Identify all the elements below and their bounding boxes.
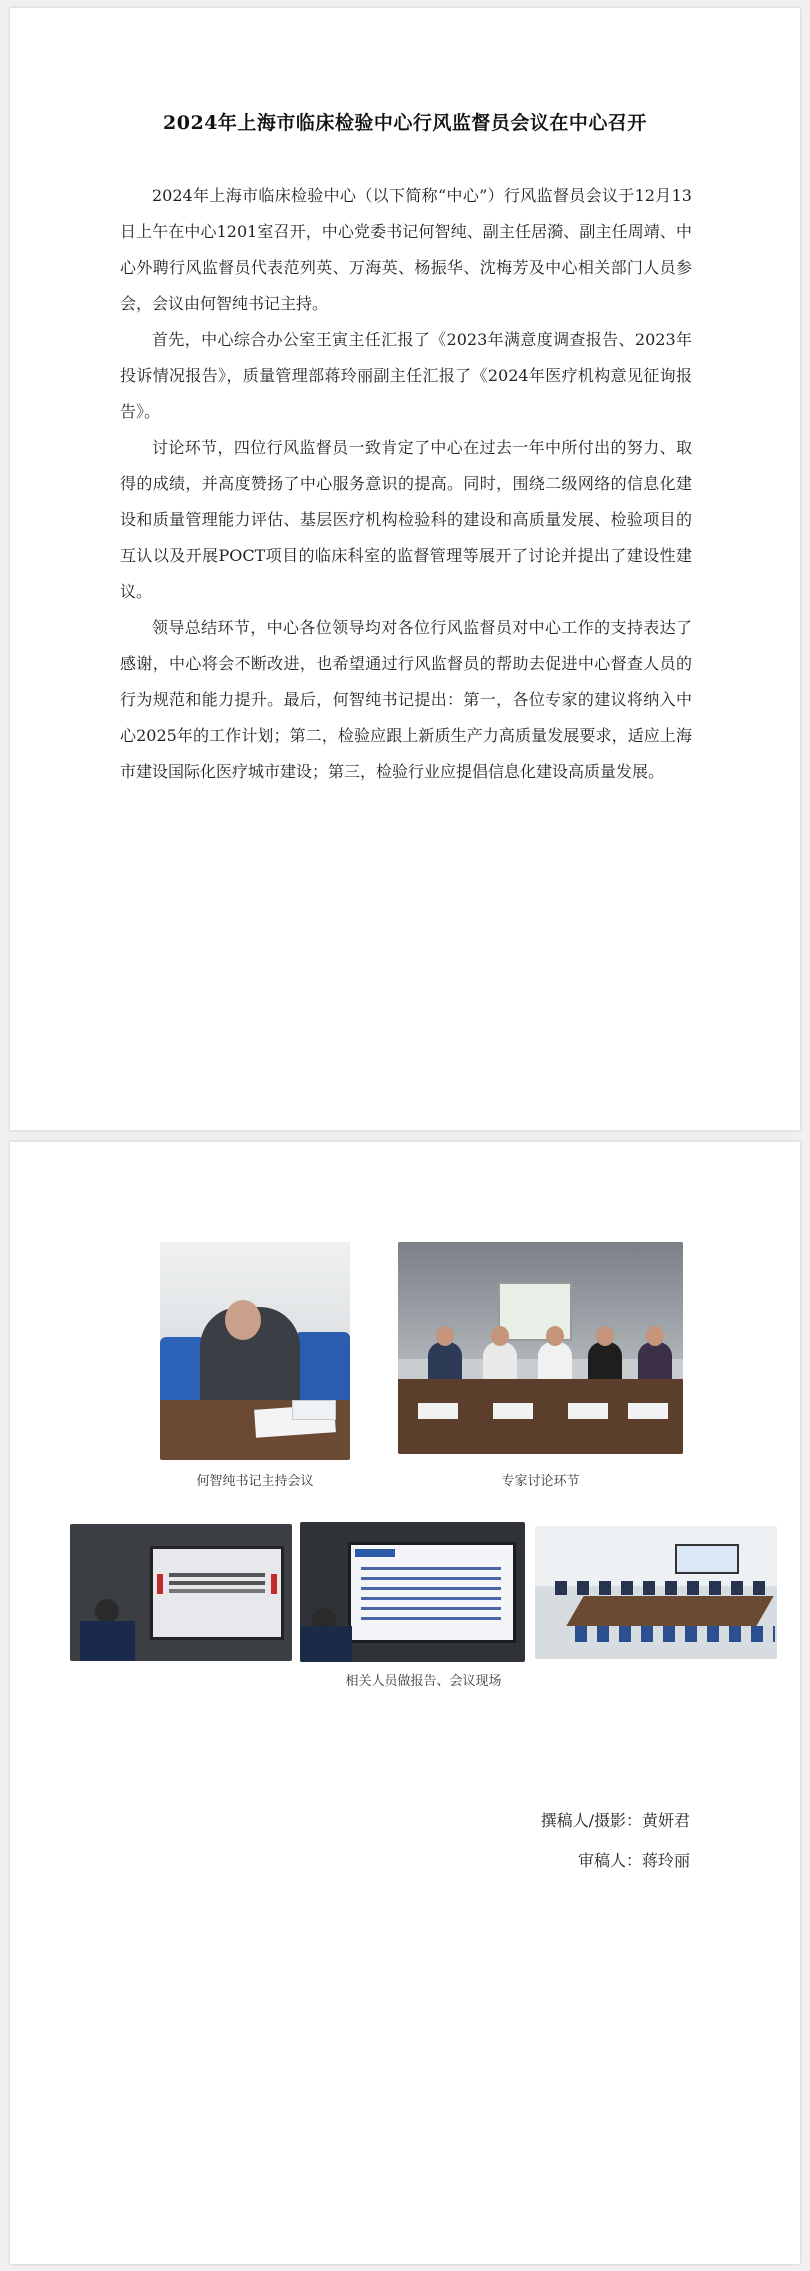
paragraph-3: 讨论环节，四位行风监督员一致肯定了中心在过去一年中所付出的努力、取得的成绩，并高度赞扬了中心服务意识的提高。同时，围绕二级网络的信息化建设和质量管理能力评估、基层医疗机构检验科的建设和高质量发展、检验项目的互认以及开展POCT项目的临床科室的监督管理等展开了讨论并提出了建设性建议。 <box>120 438 692 601</box>
caption-bottom-row: 相关人员做报告、会议现场 <box>345 1674 502 1689</box>
paragraph-1: 2024年上海市临床检验中心（以下简称“中心”）行风监督员会议于12月13日上午在中心1201室召开，中心党委书记何智纯、副主任居漪、副主任周靖、中心外聘行风监督员代表范列英、万海英、杨振华、沈梅芳及中心相关部门人员参会，会议由何智纯书记主持。 <box>120 186 692 313</box>
article-body <box>120 178 692 790</box>
paragraph-2: 首先，中心综合办公室王寅主任汇报了《2023年满意度调查报告、2023年投诉情况报告》，质量管理部蒋玲丽副主任汇报了《2024年医疗机构意见征询报告》。 <box>120 330 692 421</box>
article-title: 2024年上海市临床检验中心行风监督员会议在中心召开 <box>163 112 647 134</box>
photo-report-satisfaction <box>70 1524 292 1661</box>
photo-report-presentation <box>300 1522 525 1662</box>
document-page-1 <box>10 8 800 1130</box>
reviewer-credit: 审稿人：蒋玲丽 <box>577 1851 690 1870</box>
paragraph-4: 领导总结环节，中心各位领导均对各位行风监督员对中心工作的支持表达了感谢，中心将会不断改进，也希望通过行风监督员的帮助去促进中心督查人员的行为规范和能力提升。最后，何智纯书记提出：第一，各位专家的建议将纳入中心2025年的工作计划；第二，检验应跟上新质生产力高质量发展要求，适应上海市建设国际化医疗城市建设；第三，检验行业应提倡信息化建设高质量发展。 <box>120 618 692 781</box>
caption-photo-2: 专家讨论环节 <box>501 1474 580 1489</box>
photo-secretary-presiding <box>160 1242 350 1460</box>
author-credit: 撰稿人/摄影：黄妍君 <box>540 1811 690 1830</box>
document-page-2 <box>10 1142 800 2264</box>
photo-expert-discussion <box>398 1242 683 1454</box>
caption-photo-1: 何智纯书记主持会议 <box>196 1474 314 1489</box>
photo-meeting-room <box>535 1526 777 1659</box>
